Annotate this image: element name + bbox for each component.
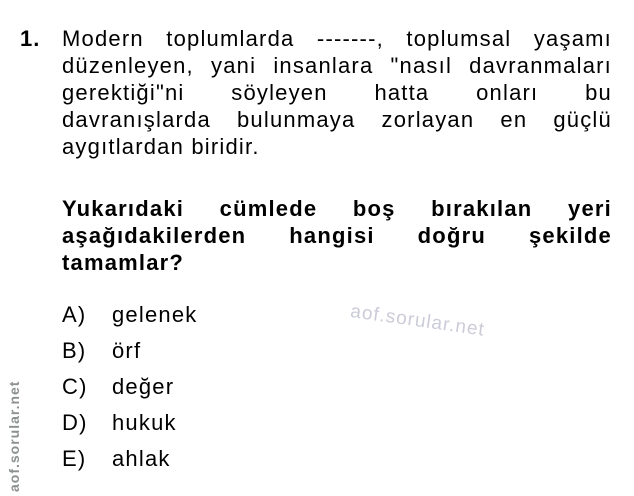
word: davranışlarda xyxy=(62,107,211,132)
word: en xyxy=(500,107,528,132)
text-line xyxy=(62,106,612,133)
option-letter: B) xyxy=(62,338,87,363)
text-line xyxy=(62,79,612,106)
option-letter: C) xyxy=(62,374,88,399)
word: Yukarıdaki xyxy=(62,196,185,221)
option-letter: D) xyxy=(62,410,88,435)
word: davranmaları xyxy=(469,53,612,78)
word: güçlü xyxy=(553,107,612,132)
question-content xyxy=(62,25,612,484)
word: şekilde xyxy=(528,223,612,248)
watermark-vertical: aof.sorular.net xyxy=(6,380,22,492)
option-text: gelenek xyxy=(112,302,198,327)
word: gerektiği"ni xyxy=(62,80,185,105)
word: toplumsal xyxy=(406,26,512,51)
word: söyleyen xyxy=(231,80,328,105)
question-block xyxy=(20,25,612,484)
word: cümlede xyxy=(219,196,318,221)
word: onları xyxy=(476,80,539,105)
text-line xyxy=(62,195,612,222)
option-row xyxy=(62,376,612,398)
word: aşağıdakilerden xyxy=(62,223,247,248)
question-body-text xyxy=(62,25,612,160)
option-text: ahlak xyxy=(112,446,171,471)
watermark-diagonal: aof.sorular.net xyxy=(349,301,487,341)
option-row xyxy=(62,340,612,362)
option-text: değer xyxy=(112,374,175,399)
word: Modern xyxy=(62,26,144,51)
option-row xyxy=(62,412,612,434)
word: yani xyxy=(211,53,257,78)
word: yaşamı xyxy=(533,26,612,51)
word: bu xyxy=(585,80,612,105)
word: "nasıl xyxy=(390,53,453,78)
options-list xyxy=(62,304,612,470)
text-line: aygıtlardan biridir. xyxy=(62,134,260,159)
option-letter: E) xyxy=(62,446,87,471)
word: bulunmaya xyxy=(237,107,356,132)
word: bırakılan xyxy=(431,196,533,221)
word: -------, xyxy=(316,26,384,51)
option-text: hukuk xyxy=(112,410,177,435)
question-number: 1. xyxy=(20,26,41,51)
word: insanlara xyxy=(273,53,374,78)
word: hangisi xyxy=(289,223,375,248)
option-row xyxy=(62,304,612,326)
word: zorlayan xyxy=(381,107,475,132)
word: yeri xyxy=(568,196,612,221)
option-text: örf xyxy=(112,338,142,363)
word: toplumlarda xyxy=(166,26,295,51)
question-prompt-text xyxy=(62,195,612,276)
text-line xyxy=(62,25,612,52)
option-row xyxy=(62,448,612,470)
option-letter: A) xyxy=(62,302,87,327)
text-line: tamamlar? xyxy=(62,250,185,275)
text-line xyxy=(62,222,612,249)
text-line xyxy=(62,52,612,79)
word: düzenleyen, xyxy=(62,53,194,78)
word: doğru xyxy=(417,223,486,248)
word: hatta xyxy=(374,80,430,105)
word: boş xyxy=(352,196,396,221)
